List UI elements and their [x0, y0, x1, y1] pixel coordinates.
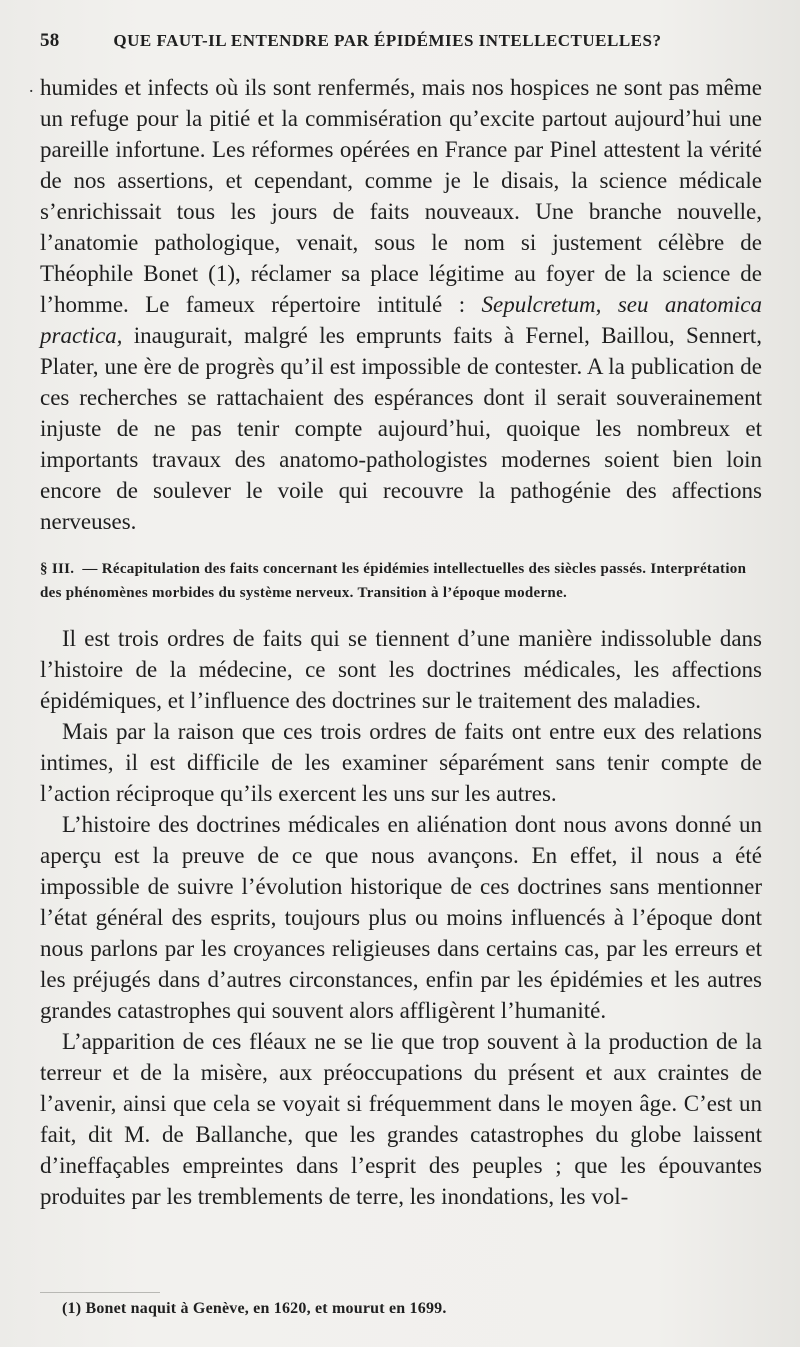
paragraph-3: L’histoire des doctrines médicales en aliénation dont nous avons donné un aperçu est la preuve de ce que nous avançons. En effet, il nous a été impossible de suivre l’évolution historique de ces doctrines sans mentionner l’état général des esprits, toujours plus ou moins influencés à l’époque dont nous parlons par les croyances religieuses dans certains cas, par les erreurs et les préjugés dans d’autres circonstances, enfin par les épidémies et les autres grandes catastrophes qui souvent alors affligèrent l’humanité.	[40, 812, 762, 1023]
footnote-rule	[40, 1292, 160, 1293]
paragraph-1: Il est trois ordres de faits qui se tiennent d’une manière indissoluble dans l’histoire de la médecine, ce sont les doctrines médicales, les affections épidémiques, et l’influence des doctrines sur le traitement des maladies.	[40, 626, 762, 713]
section-heading	[40, 557, 762, 605]
paragraph-intro	[40, 72, 762, 537]
page-number: 58	[40, 30, 60, 51]
section-marker: § III.	[40, 561, 75, 577]
section-title: — Récapitulation des faits concernant les épidémies intellectuelles des siècles passés. Interprétation des phénomènes morbides du système nerveux. Transition à l’époque moderne.	[40, 561, 747, 601]
page-content	[40, 72, 762, 1212]
page-header	[40, 30, 760, 58]
paragraph-4: L’apparition de ces fléaux ne se lie que trop souvent à la production de la terreur et de la misère, aux préoccupations du présent et aux craintes de l’avenir, ainsi que cela se voyait si fréquemment dans le moyen âge. C’est un fait, dit M. de Ballanche, que les grandes catastrophes du globe laissent d’ineffaçables empreintes dans l’esprit des peuples ; que les épouvantes produites par les tremblements de terre, les inondations, les vol-	[40, 1029, 762, 1209]
running-title: QUE FAUT-IL ENTENDRE PAR ÉPIDÉMIES INTELLECTUELLES?	[113, 31, 662, 50]
footnote: (1) Bonet naquit à Genève, en 1620, et mourut en 1699.	[62, 1300, 447, 1317]
intro-text-part-2: inaugurait, malgré les emprunts faits à Fernel, Baillou, Sennert, Plater, une ère de progrès qu’il est impossible de contester. A la publication de ces recherches se rattachaient des espérances dont il serait souverainement injuste de ne pas tenir compte aujourd’hui, quoique les nombreux et importants travaux des anatomo-pathologistes modernes soient bien loin encore de soulever le voile qui recouvre la pathogénie des affections nerveuses.	[40, 323, 762, 534]
margin-dot: .	[29, 76, 34, 96]
intro-text-part-1: humides et infects où ils sont renfermés, mais nos hospices ne sont pas même un refuge pour la pitié et la commisération qu’excite partout aujourd’hui une pareille infortune. Les réformes opérées en France par Pinel attestent la vérité de nos assertions, et cependant, comme je le disais, la science médicale s’enrichissait tous les jours de faits nouveaux. Une branche nouvelle, l’anatomie pathologique, venait, sous le nom si justement célèbre de Théophile Bonet (1), réclamer sa place légitime au foyer de la science de l’homme. Le fameux répertoire intitulé :	[40, 75, 762, 317]
italic-work-title: Sepulcretum, seu anatomica practica,	[40, 292, 763, 348]
paragraph-2: Mais par la raison que ces trois ordres de faits ont entre eux des relations intimes, il est difficile de les examiner séparément sans tenir compte de l’action réciproque qu’ils exercent les uns sur les autres.	[40, 719, 762, 806]
